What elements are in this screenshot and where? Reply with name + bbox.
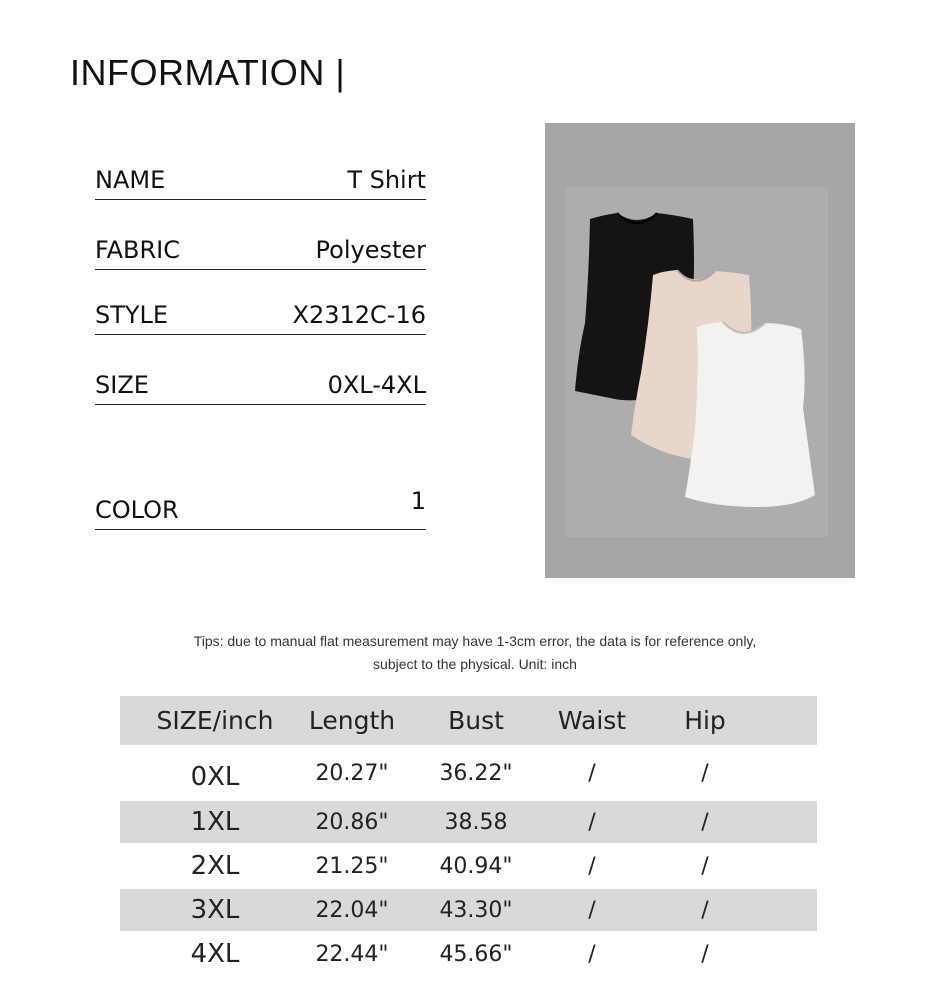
style-label: STYLE bbox=[95, 301, 169, 329]
table-row bbox=[120, 843, 817, 889]
hip-cell: / bbox=[701, 760, 709, 786]
bust-cell: 38.58 bbox=[444, 809, 508, 835]
info-row-size bbox=[95, 362, 426, 405]
white-tank-top bbox=[685, 322, 815, 507]
info-row-style bbox=[95, 293, 426, 335]
tank-tops-illustration bbox=[545, 123, 855, 578]
info-row-name bbox=[95, 158, 426, 200]
bust-cell: 40.94" bbox=[439, 853, 513, 879]
header-cell: Hip bbox=[684, 706, 726, 735]
waist-cell: / bbox=[588, 853, 596, 879]
tips-line-2: subject to the physical. Unit: inch bbox=[373, 656, 577, 672]
hip-cell: / bbox=[701, 853, 709, 879]
table-row bbox=[120, 889, 817, 931]
size-cell: 0XL bbox=[190, 762, 240, 792]
header-cell: Length bbox=[308, 706, 396, 735]
waist-cell: / bbox=[588, 897, 596, 923]
table-row bbox=[120, 931, 817, 977]
waist-cell: / bbox=[588, 760, 596, 786]
fabric-label: FABRIC bbox=[95, 236, 180, 264]
tips-line-1: Tips: due to manual flat measurement may have 1-3cm error, the data is for reference only, bbox=[193, 633, 757, 649]
size-cell: 3XL bbox=[190, 895, 240, 925]
info-row-fabric bbox=[95, 228, 426, 270]
size-cell: 4XL bbox=[190, 939, 240, 969]
length-cell: 20.86" bbox=[315, 809, 389, 835]
header-cell: Waist bbox=[557, 706, 627, 735]
product-photo bbox=[545, 123, 855, 578]
table-header-row bbox=[120, 696, 817, 745]
size-label: SIZE bbox=[95, 371, 149, 399]
name-label: NAME bbox=[95, 166, 166, 194]
hip-cell: / bbox=[701, 809, 709, 835]
length-cell: 22.44" bbox=[315, 941, 389, 967]
page-heading: INFORMATION | bbox=[70, 52, 346, 93]
color-value: 1 bbox=[410, 487, 426, 515]
length-cell: 21.25" bbox=[315, 853, 389, 879]
bust-cell: 43.30" bbox=[439, 897, 513, 923]
header-cell: Bust bbox=[448, 706, 504, 735]
header-cell: SIZE/inch bbox=[156, 706, 274, 735]
table-row bbox=[120, 745, 817, 801]
info-row-color bbox=[95, 480, 426, 530]
length-cell: 20.27" bbox=[315, 760, 389, 786]
waist-cell: / bbox=[588, 809, 596, 835]
hip-cell: / bbox=[701, 941, 709, 967]
fabric-value: Polyester bbox=[315, 236, 426, 264]
bust-cell: 36.22" bbox=[439, 760, 513, 786]
style-value: X2312C-16 bbox=[292, 301, 426, 329]
color-label: COLOR bbox=[95, 496, 179, 524]
name-value: T Shirt bbox=[347, 166, 426, 194]
table-row bbox=[120, 801, 817, 843]
size-cell: 1XL bbox=[190, 807, 240, 837]
size-cell: 2XL bbox=[190, 851, 240, 881]
length-cell: 22.04" bbox=[315, 897, 389, 923]
hip-cell: / bbox=[701, 897, 709, 923]
waist-cell: / bbox=[588, 941, 596, 967]
size-table bbox=[120, 696, 817, 977]
bust-cell: 45.66" bbox=[439, 941, 513, 967]
size-value: 0XL-4XL bbox=[327, 371, 426, 399]
